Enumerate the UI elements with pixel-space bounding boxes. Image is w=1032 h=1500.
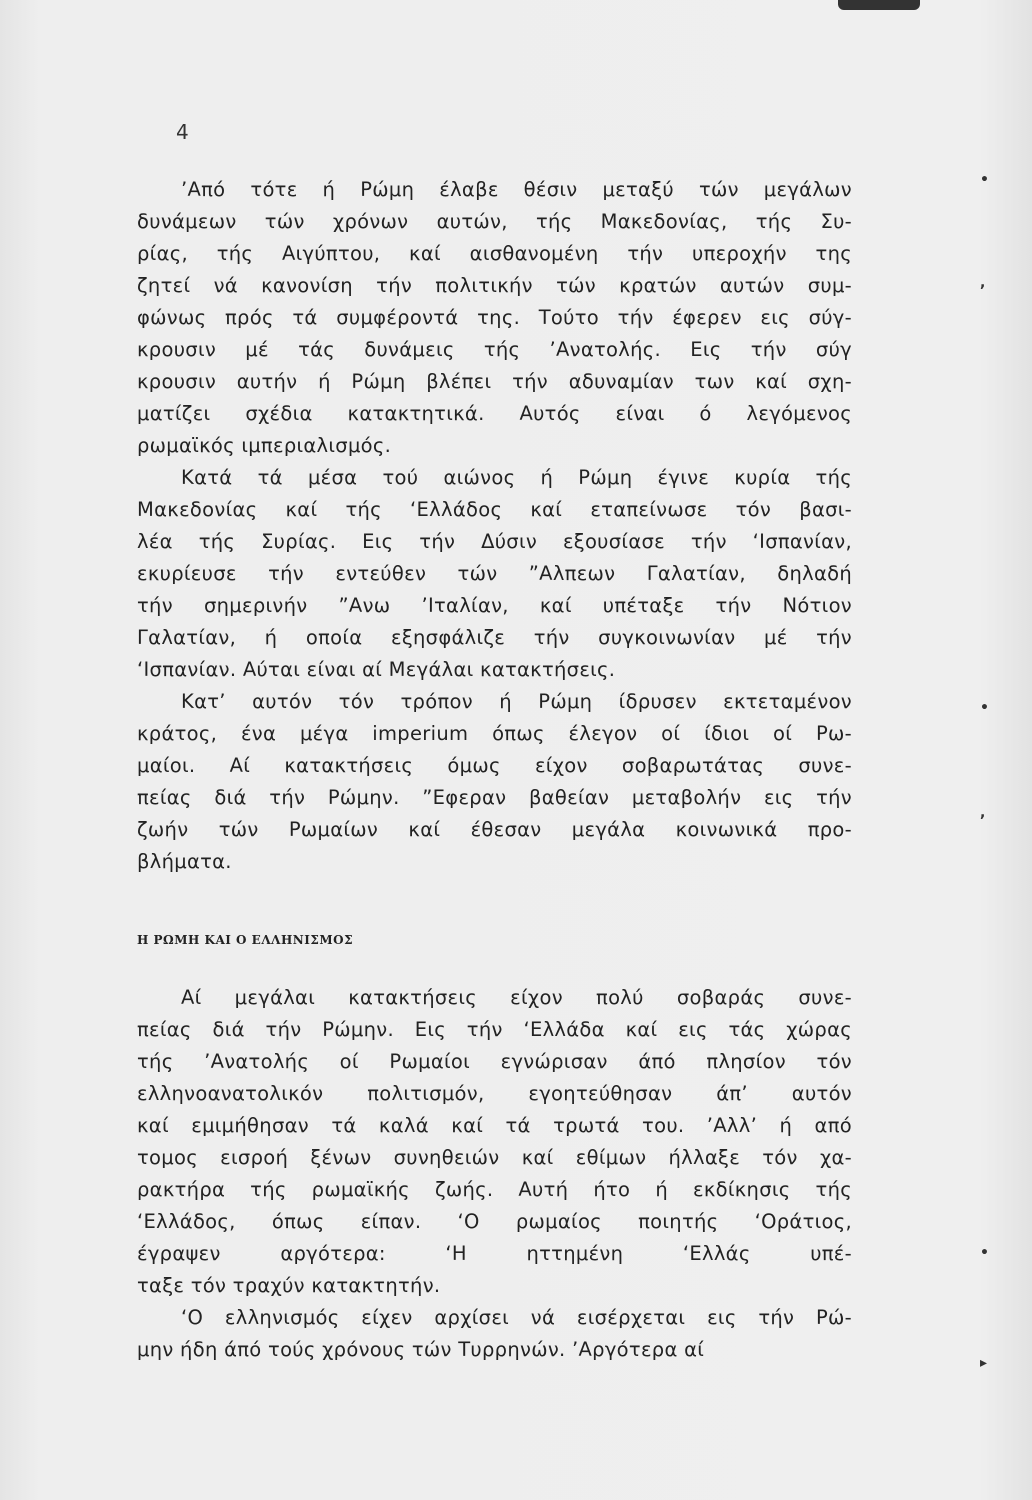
text-line: ρωμαϊκός ιμπεριαλισμός. [137,434,392,457]
margin-mark: ▸ [980,1355,988,1371]
text-line: Μακεδονίας καί τής ‘Ελλάδος καί εταπείνωσε τόν βασι- [137,498,852,521]
text-line: ‘Ο ελληνισμός είχεν αρχίσει νά εισέρχεται εις τήν Ρώ- [181,1306,852,1329]
text-line: δυνάμεων τών χρόνων αυτών, τής Μακεδονίας, τής Συ- [137,210,852,233]
text-line: ‘Ισπανίαν. Αύται είναι αί Μεγάλαι κατακτήσεις. [137,658,616,681]
text-line: λέα τής Συρίας. Εις τήν Δύσιν εξουσίασε τήν ‘Ισπανίαν, [137,530,852,553]
text-line: Αί μεγάλαι κατακτήσεις είχον πολύ σοβαράς συνε- [181,986,852,1009]
page-number: 4 [176,120,189,144]
text-line: μην ήδη άπό τούς χρόνους τών Τυρρηνών. ’Αργότερα αί [137,1338,705,1361]
text-line: βλήματα. [137,850,232,873]
text-line: ζωήν τών Ρωμαίων καί έθεσαν μεγάλα κοινωνικά προ- [137,818,852,841]
text-line: τής ’Ανατολής οί Ρωμαίοι εγνώρισαν άπό πλησίον τόν [137,1050,852,1073]
text-line: τομος εισροή ξένων συνηθειών καί εθίμων ήλλαξε τόν χα- [137,1146,852,1169]
text-line: ταξε τόν τραχύν κατακτητήν. [137,1274,441,1297]
text-line: κρουσιν αυτήν ή Ρώμη βλέπει τήν αδυναμίαν των καί σχη- [137,370,852,393]
body-text-part-1 [137,174,852,878]
text-line: έγραψεν αργότερα: ‘Η ηττημένη ‘Ελλάς υπέ- [137,1242,852,1265]
margin-mark: • [980,172,989,188]
text-line: μαίοι. Αί κατακτήσεις όμως είχον σοβαρωτάτας συνε- [137,754,852,777]
body-text-part-2 [137,982,852,1366]
margin-mark: • [980,1245,989,1261]
text-line: ’Από τότε ή Ρώμη έλαβε θέσιν μεταξύ τών μεγάλων [181,178,852,201]
text-line: κρουσιν μέ τάς δυνάμεις τής ’Ανατολής. Εις τήν σύγ [137,338,852,361]
text-line: Κατ’ αυτόν τόν τρόπον ή Ρώμη ίδρυσεν εκτεταμένον [181,690,852,713]
text-line: εκυρίευσε τήν εντεύθεν τών ”Αλπεων Γαλατίαν, δηλαδή [137,562,852,585]
text-line: καί εμιμήθησαν τά καλά καί τά τρωτά του. ’Αλλ’ ή από [137,1114,852,1137]
text-line: πείας διά τήν Ρώμην. ”Εφεραν βαθείαν μεταβολήν εις τήν [137,786,852,809]
text-line: τήν σημερινήν ”Ανω ’Ιταλίαν, καί υπέταξε τήν Νότιον [137,594,852,617]
section-heading: Η ΡΩΜΗ ΚΑΙ Ο ΕΛΛΗΝΙΣΜΟΣ [137,933,354,947]
text-line: ρακτήρα τής ρωμαϊκής ζωής. Αυτή ήτο ή εκδίκησις τής [137,1178,852,1201]
margin-mark: , [980,275,986,291]
text-line: πείας διά τήν Ρώμην. Εις τήν ‘Ελλάδα καί εις τάς χώρας [137,1018,852,1041]
margin-mark: , [980,805,986,821]
scan-edge-mark [838,0,920,10]
text-line: Κατά τά μέσα τού αιώνος ή Ρώμη έγινε κυρία τής [181,466,852,489]
text-line: ελληνοανατολικόν πολιτισμόν, εγοητεύθησαν άπ’ αυτόν [137,1082,852,1105]
margin-mark: • [980,700,989,716]
text-line: ‘Ελλάδος, όπως είπαν. ‘Ο ρωμαίος ποιητής ‘Οράτιος, [137,1210,852,1233]
text-line: ζητεί νά κανονίση τήν πολιτικήν τών κρατών αυτών συμ- [137,274,852,297]
text-line: ματίζει σχέδια κατακτητικά. Αυτός είναι ό λεγόμενος [137,402,852,425]
text-line: κράτος, ένα μέγα imperium όπως έλεγον οί ίδιοι οί Ρω- [137,722,852,745]
text-line: φώνως πρός τά συμφέροντά της. Τούτο τήν έφερεν εις σύγ- [137,306,852,329]
margin-marks [980,0,1010,1500]
text-line: ρίας, τής Αιγύπτου, καί αισθανομένη τήν υπεροχήν της [137,242,852,265]
text-line: Γαλατίαν, ή οποία εξησφάλιζε τήν συγκοινωνίαν μέ τήν [137,626,852,649]
